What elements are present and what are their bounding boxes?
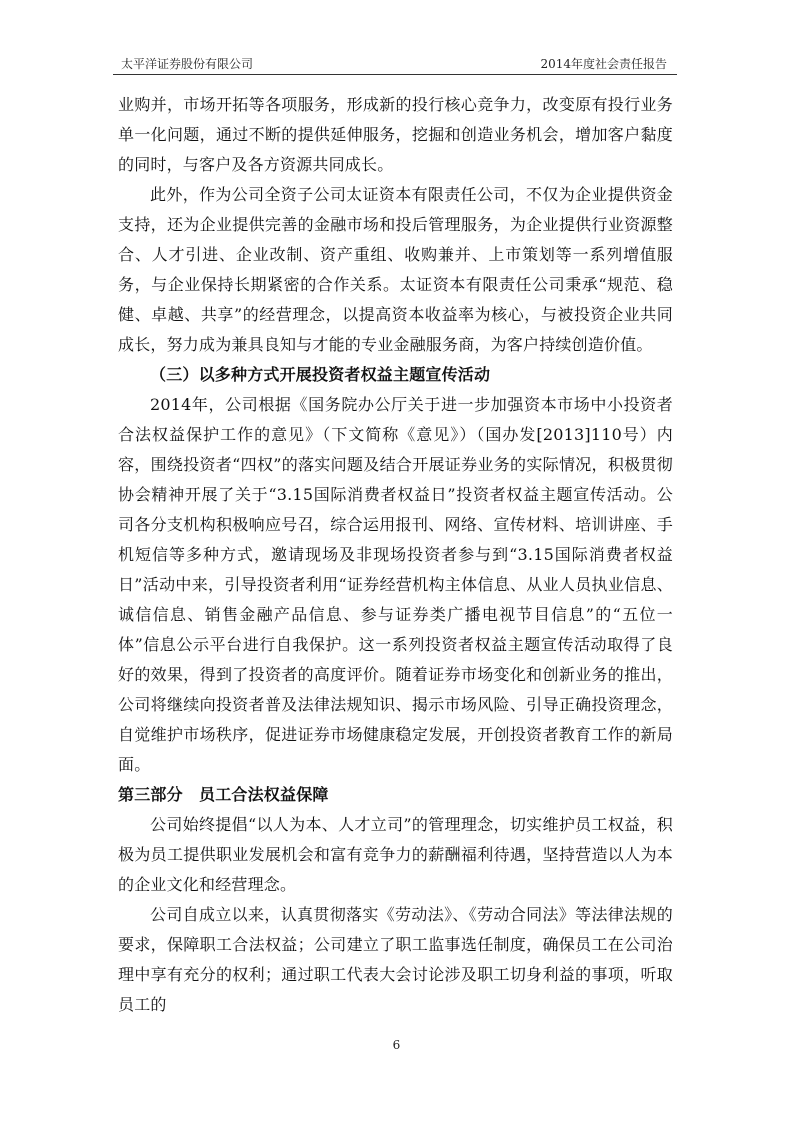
page-body [118,90,673,1020]
part-heading-employee-rights: 第三部分 员工合法权益保障 [118,785,329,804]
page-number: 6 [392,1038,401,1052]
section-heading-investor-rights: （三）以多种方式开展投资者权益主题宣传活动 [150,365,491,384]
header-divider [113,74,677,75]
paragraph-taizheng-capital: 此外，作为公司全资子公司太证资本有限责任公司，不仅为企业提供资金支持，还为企业提供完善的金融市场和投后管理服务，为企业提供行业资源整合、人才引进、企业改制、资产重组、收购兼并、上市策划等一系列增值服务，与企业保持长期紧密的合作关系。太证资本有限责任公司秉承“规范、稳健、卓越、共享”的经营理念，以提高资本收益率为核心，与被投资企业共同成长，努力成为兼具良知与才能的专业金融服务商，为客户持续创造价值。 [118,185,673,354]
paragraph-ib-services: 业购并，市场开拓等各项服务，形成新的投行核心竞争力，改变原有投行业务单一化问题，通过不断的提供延伸服务，挖掘和创造业务机会，增加客户黏度的同时，与客户及各方资源共同成长。 [118,95,673,174]
page-header [113,54,677,74]
header-report-title: 2014年度社会责任报告 [540,57,667,71]
header-company-name: 太平洋证券股份有限公司 [121,57,254,71]
paragraph-investor-campaign: 2014年，公司根据《国务院办公厅关于进一步加强资本市场中小投资者合法权益保护工作的意见》（下文简称《意见》）（国办发[2013]110号）内容，围绕投资者“四权”的落实问题及结合开展证券业务的实际情况，积极贯彻协会精神开展了关于“3.15国际消费者权益日”投资者权益主题宣传活动。公司各分支机构积极响应号召，综合运用报刊、网络、宣传材料、培训讲座、手机短信等多种方式，邀请现场及非现场投资者参与到“3.15国际消费者权益日”活动中来，引导投资者利用“证券经营机构主体信息、从业人员执业信息、诚信信息、销售金融产品信息、参与证券类广播电视节目信息”的“五位一体”信息公示平台进行自我保护。这一系列投资者权益主题宣传活动取得了良好的效果，得到了投资者的高度评价。随着证券市场变化和创新业务的推出，公司将继续向投资者普及法律法规知识、揭示市场风险、引导正确投资理念，自觉维护市场秩序，促进证券市场健康稳定发展，开创投资者教育工作的新局面。 [118,395,673,774]
paragraph-labor-law: 公司自成立以来，认真贯彻落实《劳动法》、《劳动合同法》等法律法规的要求，保障职工合法权益；公司建立了职工监事选任制度，确保员工在公司治理中享有充分的权利；通过职工代表大会讨论涉及职工切身利益的事项，听取员工的 [118,905,673,1014]
paragraph-people-oriented: 公司始终提倡“以人为本、人才立司”的管理理念，切实维护员工权益，积极为员工提供职业发展机会和富有竞争力的薪酬福利待遇，坚持营造以人为本的企业文化和经营理念。 [118,815,673,894]
